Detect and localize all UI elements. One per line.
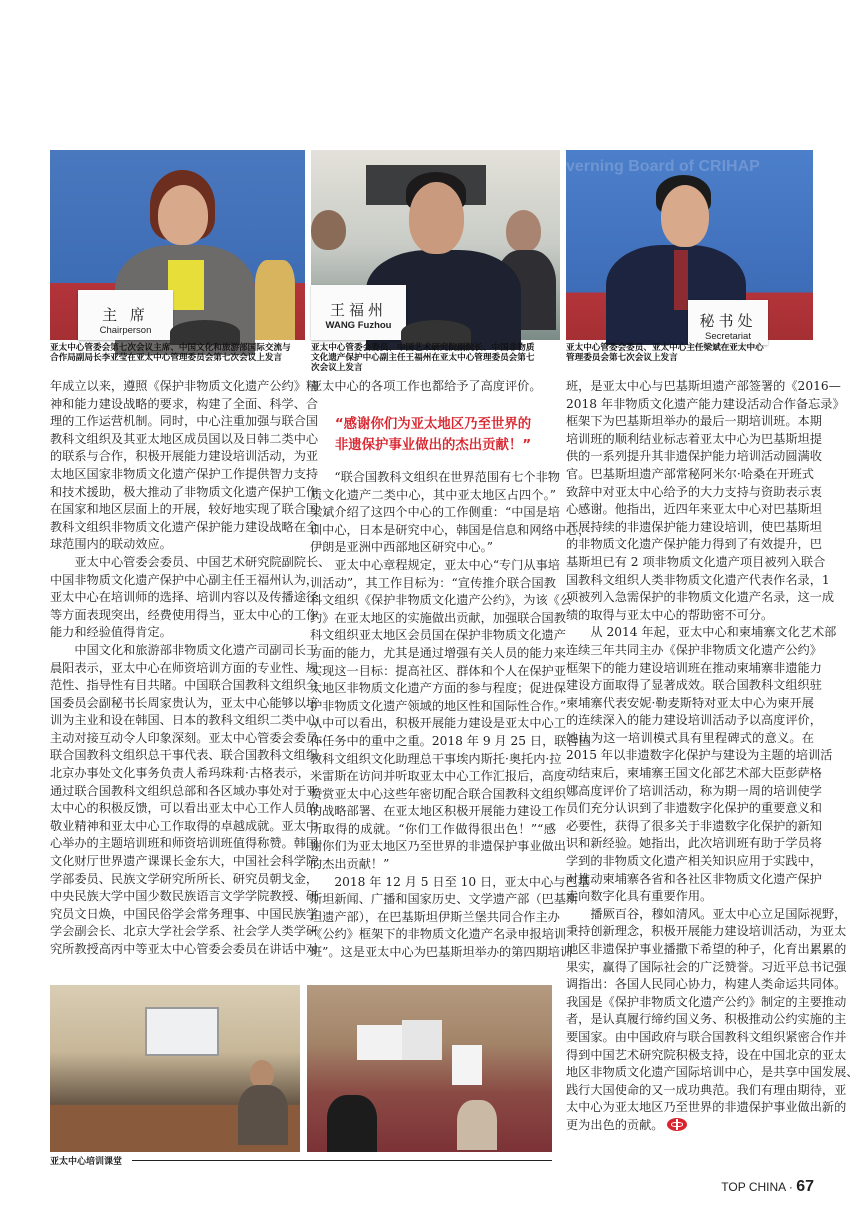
text-line-content: 究所教授高丙中等亚太中心管委会委员在讲话中对 xyxy=(50,942,319,956)
text-column-2-top xyxy=(310,378,556,396)
text-line xyxy=(310,378,556,396)
text-line-content: 米雷斯在访问并听取亚太中心工作汇报后，高度 xyxy=(310,769,566,784)
text-line-content: 和技术援助，极大推动了非物质文化遗产保护工作 xyxy=(50,484,319,499)
text-column-2 xyxy=(310,469,591,962)
text-line-content: 训中心，日本是研究中心，韩国是信息和网络中心， xyxy=(310,522,591,537)
text-line xyxy=(50,660,319,678)
text-line xyxy=(310,909,560,927)
text-line xyxy=(566,730,814,748)
text-line xyxy=(566,835,822,853)
text-line-content: 果实，赢得了国际社会的广泛赞誉。习近平总书记强 xyxy=(566,959,847,974)
text-line xyxy=(566,466,814,484)
text-line-content: “《公约》框架下的非物质文化遗产名录申报培训 xyxy=(310,927,567,942)
text-line-content: 究员文日焕，中国民俗学会常务理事、中国民族学 xyxy=(50,906,319,921)
text-line-content: 教科文组织非物质文化遗产保护能力建设战略在全 xyxy=(50,519,319,534)
text-line-content: “联合国教科文组织在世界范围有七个非物 xyxy=(334,470,560,484)
text-line xyxy=(566,1082,847,1100)
photo-training-classroom-1 xyxy=(50,985,300,1152)
text-line xyxy=(50,835,319,853)
text-line-content: 联合国教科文组织总干事代表、联合国教科文组织 xyxy=(50,748,319,763)
page-number: 67 xyxy=(796,1178,814,1195)
text-line-content: 北京办事处文化事务负责人希玛珠莉·古格表示， xyxy=(50,766,310,781)
text-line xyxy=(566,607,814,625)
text-line-content: 的杰出贡献！” xyxy=(310,857,390,872)
text-line-content: 护非物质文化遗产领域的地区性和国际性合作。” xyxy=(310,698,567,713)
text-line xyxy=(566,747,833,765)
text-line-content: 科文组织《保护非物质文化遗产公约》，为该《公 xyxy=(310,593,573,608)
text-line-content: 2018 年非物质文化遗产能力建设活动合作备忘录》 xyxy=(566,396,845,411)
text-line xyxy=(50,765,310,783)
text-line-content: 者，是认真履行缔约国义务、积极推动公约实施的主 xyxy=(566,1012,847,1027)
text-line xyxy=(566,871,822,889)
text-line xyxy=(310,856,556,874)
text-line xyxy=(50,800,319,818)
text-line-content: 约》在亚太地区的实施做出贡献，加强联合国教 xyxy=(310,610,566,625)
text-line-content: 娜高度评价了培训活动，称为期一周的培训使学 xyxy=(566,783,822,798)
photo-training-classroom-2 xyxy=(307,985,552,1152)
paragraph xyxy=(566,378,845,624)
text-line-content: 践行大国使命的又一成功典范。我们有理由期待，亚 xyxy=(566,1082,847,1097)
text-line xyxy=(310,487,556,505)
caption-chairperson xyxy=(50,343,308,363)
text-line xyxy=(566,765,822,783)
text-line-content: 更为出色的贡献。 xyxy=(566,1117,664,1132)
text-line-content: 动结束后，柬埔寨王国文化部艺术部大臣彭萨格 xyxy=(566,766,822,781)
text-line-content: 作任务中的重中之重。2018 年 9 月 25 日，联合国 xyxy=(310,733,591,748)
text-line xyxy=(566,818,822,836)
text-line xyxy=(566,1099,847,1117)
text-line-content: 太中心的积极反馈，可以看出亚太中心工作人员的 xyxy=(50,801,319,816)
text-line-content: 在国家和地区层面上的开展，较好地实现了联合国 xyxy=(50,502,319,517)
paragraph xyxy=(310,557,591,874)
caption-wang-fuzhou xyxy=(311,343,561,373)
text-line-content: 通过联合国教科文组织总部和各区域办事处对于亚 xyxy=(50,783,319,798)
text-line xyxy=(50,466,319,484)
text-line xyxy=(566,1011,847,1029)
text-line-content: 实现这一目标：提高社区、群体和个人在保护亚 xyxy=(310,663,566,678)
text-line xyxy=(310,504,560,522)
text-line xyxy=(566,906,847,924)
text-line xyxy=(50,888,319,906)
text-line-content: 年成立以来，遵照《保护非物质文化遗产公约》精 xyxy=(50,379,319,393)
text-line xyxy=(310,522,591,540)
end-mark-logo-icon xyxy=(667,1118,687,1131)
text-line-content: 框架下为巴基斯坦举办的最后一期培训班。本期 xyxy=(566,414,822,429)
text-line-content: 质文化遗产二类中心，其中亚太地区占四个。” xyxy=(310,487,556,502)
text-line xyxy=(310,751,562,769)
text-line-content: 亚太中心在培训师的选择、培训内容以及传播途径 xyxy=(50,590,319,605)
text-line-content: 学到的非物质文化遗产相关知识应用于实践中， xyxy=(566,854,822,869)
text-line xyxy=(566,783,822,801)
text-line-content: 范性、指导性有目共睹。中国联合国教科文组织全 xyxy=(50,678,319,693)
text-line-content: 晨阳表示，亚太中心在师资培训方面的专业性、规 xyxy=(50,660,319,675)
plate-english: Chairperson xyxy=(99,325,152,336)
photo-wang-fuzhou xyxy=(311,150,560,340)
text-line xyxy=(566,888,814,906)
text-line xyxy=(310,874,590,892)
text-line xyxy=(50,712,319,730)
text-line-content: 太地区国家非物质文化遗产保护工作提供智力支持 xyxy=(50,466,319,481)
photo-secretariat xyxy=(566,150,813,340)
text-line-content: 训活动”，其工作目标为：“宣传推介联合国教 xyxy=(310,575,556,590)
banner-text: verning Board of CRIHAP xyxy=(566,158,760,175)
name-plate xyxy=(688,300,768,345)
text-line-content: 地区非物质文化遗产国际培训中心，是共享中国发展、 xyxy=(566,1065,859,1080)
text-line-content: 2015 年以非遗数字化保护与建设为主题的培训活 xyxy=(566,748,833,763)
text-line-content: 秉持创新理念，积极开展能力建设培训活动，为亚太 xyxy=(566,924,847,939)
name-plate xyxy=(78,290,173,340)
text-line xyxy=(310,698,567,716)
text-line-content: 框架下的能力建设培训班在推动柬埔寨非遗能力 xyxy=(566,660,822,675)
text-line-content: 梁斌介绍了这四个中心的工作侧重：“中国是培 xyxy=(310,505,560,520)
caption-line: 亚太中心管委会委员、亚太中心主任梁斌在亚太中心 xyxy=(566,343,764,353)
text-line-content: 中国文化和旅游部非物质文化遗产司副司长王 xyxy=(74,642,319,657)
text-line-content: 学部委员、民族文学研究所所长、研究员朝戈金， xyxy=(50,871,319,886)
text-line-content: 绩的取得与亚太中心的帮助密不可分。 xyxy=(566,607,774,622)
text-line-content: 识和新经验。她指出，此次培训班有助于学员将 xyxy=(566,836,822,851)
text-line-content: 走向数字化具有重要作用。 xyxy=(566,889,713,904)
text-line xyxy=(50,413,319,431)
magazine-name: TOP CHINA · xyxy=(721,1180,793,1194)
name-plate xyxy=(311,285,406,340)
text-line-content: 官。巴基斯坦遗产部常秘阿米尔·哈桑在开班式 xyxy=(566,466,814,481)
text-line xyxy=(50,554,331,572)
text-line-content: 项被列入急需保护的非物质文化遗产名录，这一成 xyxy=(566,590,835,605)
text-line-content: 球范围内的联动效应。 xyxy=(50,537,172,552)
text-line xyxy=(566,976,847,994)
paragraph xyxy=(310,469,591,557)
text-line-content: 从中可以看出，积极开展能力建设是亚太中心工 xyxy=(310,716,566,731)
paragraph xyxy=(50,642,331,959)
text-line-content: 亚太中心的各项工作也都给予了高度评价。 xyxy=(310,379,542,393)
plate-chinese: 秘书处 xyxy=(699,312,757,330)
plate-chinese: 主 席 xyxy=(102,306,149,324)
text-line xyxy=(310,663,566,681)
text-line xyxy=(310,838,566,856)
text-line xyxy=(50,906,319,924)
text-line xyxy=(566,800,822,818)
text-line-content: 供的一系列提升其非遗保护能力培训活动圆满收 xyxy=(566,449,822,464)
text-line-content: 谢你们为亚太地区乃至世界的非遗保护事业做出 xyxy=(310,839,566,854)
text-line-content: 柬埔寨代表安妮·勒麦斯特对亚太中心为柬开展 xyxy=(566,695,814,710)
text-line xyxy=(310,539,556,557)
text-line xyxy=(50,853,319,871)
text-line-content: 等方面表现突出，经费使用得当，亚太中心的工作 xyxy=(50,607,319,622)
pull-quote-line: “感谢你们为亚太地区乃至世界的 xyxy=(334,417,532,432)
text-line-content: 文化财厅世界遗产课课长金东大，中国社会科学院 xyxy=(50,854,319,869)
text-line xyxy=(566,677,822,695)
text-line xyxy=(50,871,319,889)
caption-line: 亚太中心管委会第七次会议主席、中国文化和旅游部国际交流与 xyxy=(50,343,291,353)
text-line-content: 方面的能力，尤其是通过增强有关人员的能力来 xyxy=(310,645,566,660)
text-line xyxy=(310,610,566,628)
paragraph xyxy=(310,378,556,396)
text-line-content: 中国非物质文化遗产保护中心副主任王福州认为， xyxy=(50,572,319,587)
caption-line: 管理委员会第七次会议上发言 xyxy=(566,353,678,363)
plate-english: Secretariat xyxy=(705,331,751,342)
text-line-content: 科文组织亚太地区会员国在保护非物质文化遗产 xyxy=(310,628,566,643)
photo-chairperson xyxy=(50,150,305,340)
paragraph xyxy=(50,554,331,642)
text-line xyxy=(310,944,573,962)
text-line xyxy=(50,818,319,836)
caption-secretariat xyxy=(566,343,816,363)
text-line-content: 亚太中心管委会委员、中国艺术研究院副院长、 xyxy=(74,554,331,569)
text-line xyxy=(310,680,566,698)
text-line xyxy=(50,607,319,625)
text-line xyxy=(310,768,566,786)
text-line-content: 国委员会副秘书长周家贵认为，亚太中心能够以培 xyxy=(50,695,319,710)
text-line xyxy=(50,572,319,590)
text-line xyxy=(50,642,319,660)
text-line xyxy=(50,677,319,695)
text-line xyxy=(566,923,847,941)
text-line xyxy=(50,536,302,554)
text-line xyxy=(566,589,835,607)
text-column-1 xyxy=(50,378,331,959)
text-line-content: 开展持续的非遗保护能力建设培训，使巴基斯坦 xyxy=(566,519,822,534)
text-line-content: 理的工作运营机制。同时，中心注重加强与联合国 xyxy=(50,414,319,429)
page-footer xyxy=(721,1178,814,1196)
text-line xyxy=(566,572,830,590)
text-line xyxy=(566,994,847,1012)
text-line xyxy=(566,1117,814,1135)
text-line xyxy=(566,501,822,519)
text-line-content: 班”。这是亚太中心为巴基斯坦举办的第四期培训 xyxy=(310,945,573,960)
text-line xyxy=(50,589,319,607)
text-line-content: 致辞中对亚太中心给予的大力支持与资助表示衷 xyxy=(566,484,822,499)
paragraph xyxy=(566,906,859,1135)
text-column-3 xyxy=(566,378,859,1135)
text-line xyxy=(566,519,822,537)
text-line xyxy=(310,592,573,610)
text-line xyxy=(566,642,822,660)
text-line xyxy=(566,554,826,572)
text-line-content: 教科文组织文化助理总干事埃内斯托·奥托内·拉 xyxy=(310,751,562,766)
text-line-content: 太中心为亚太地区乃至世界的非遗保护事业做出新的 xyxy=(566,1100,847,1115)
text-line xyxy=(566,413,822,431)
text-line-content: 班，是亚太中心与巴基斯坦遗产部签署的《2016— xyxy=(566,379,841,393)
text-line xyxy=(566,431,822,449)
text-line-content: 敬业精神和亚太中心工作取得的卓越成就。亚太中 xyxy=(50,818,319,833)
text-line xyxy=(50,378,319,396)
text-line xyxy=(310,645,566,663)
text-line xyxy=(50,448,319,466)
text-line-content: 能力和经验值得肯定。 xyxy=(50,625,172,640)
text-line-content: 训为主业和设在韩国、日本的教科文组织二类中心 xyxy=(50,713,319,728)
text-line xyxy=(566,1029,847,1047)
text-line xyxy=(50,396,319,414)
text-line xyxy=(50,501,319,519)
text-line-content: 斯坦新闻、广播和国家历史、文学遗产部（巴基斯 xyxy=(310,892,579,907)
text-line-content: 2018 年 12 月 5 日至 10 日，亚太中心与巴基 xyxy=(334,874,590,889)
text-line-content: 国教科文组织人类非物质文化遗产代表作名录，1 xyxy=(566,572,830,587)
text-line xyxy=(310,786,566,804)
text-line xyxy=(566,536,822,554)
text-line-content: 她认为这一培训模式具有里程碑式的意义。在 xyxy=(566,730,814,745)
text-line-content: 连续三年共同主办《保护非物质文化遗产公约》 xyxy=(566,642,822,657)
text-line xyxy=(50,923,319,941)
text-line xyxy=(566,695,814,713)
text-line-content: 亚太中心章程规定，亚太中心“专门从事培 xyxy=(334,557,560,572)
text-line-content: 心感谢。他指出，近四年来亚太中心对巴基斯坦 xyxy=(566,502,822,517)
text-line xyxy=(50,941,319,959)
text-line-content: 建设方面取得了显著成效。联合国教科文组织驻 xyxy=(566,678,822,693)
text-line xyxy=(566,660,822,678)
text-line xyxy=(566,941,847,959)
text-line xyxy=(310,821,556,839)
paragraph xyxy=(310,874,590,962)
pull-quote xyxy=(310,414,556,456)
text-line-content: 学会副会长、北京大学社会学系、社会学人类学研 xyxy=(50,924,319,939)
caption-line: 次会议上发言 xyxy=(311,363,363,373)
plate-chinese: 王福州 xyxy=(329,301,387,319)
text-line xyxy=(50,484,319,502)
text-line-content: 必要性，获得了很多关于非遗数字化保护的新知 xyxy=(566,818,822,833)
text-line-content: 心举办的主题培训班和师资培训班值得称赞。韩国 xyxy=(50,836,319,851)
text-line-content: 员们充分认识到了非遗数字化保护的重要意义和 xyxy=(566,801,822,816)
text-line xyxy=(310,715,566,733)
paragraph xyxy=(566,624,837,906)
text-line xyxy=(310,733,591,751)
caption-line: 合作局副局长李亚莹在亚太中心管理委员会第七次会议上发言 xyxy=(50,353,283,363)
text-line xyxy=(310,469,560,487)
text-line xyxy=(50,519,319,537)
text-line-content: 要国家。由中国政府与联合国教科文组织紧密合作并 xyxy=(566,1029,847,1044)
text-line xyxy=(310,575,556,593)
text-line-content: 的连续深入的能力建设培训活动予以高度评价， xyxy=(566,713,822,728)
text-line xyxy=(310,891,579,909)
text-line xyxy=(566,853,822,871)
text-line xyxy=(50,624,302,642)
text-line-content: 得到中国艺术研究院积极支持，设在中国北京的亚太 xyxy=(566,1047,847,1062)
caption-line: 文化遗产保护中心副主任王福州在亚太中心管理委员会第七 xyxy=(311,353,535,363)
text-line xyxy=(566,396,845,414)
text-line xyxy=(566,378,841,396)
plate-english: WANG Fuzhou xyxy=(325,320,392,331)
text-line xyxy=(566,959,847,977)
bottom-photo-caption: 亚太中心培训课堂 xyxy=(50,1157,123,1167)
text-line-content: 我国是《保护非物质文化遗产公约》制定的主要推动 xyxy=(566,994,847,1009)
text-line xyxy=(310,926,567,944)
text-line-content: 基斯坦已有 2 项非物质文化遗产项目被列入联合 xyxy=(566,554,826,569)
text-line xyxy=(566,624,837,642)
text-line xyxy=(50,431,319,449)
text-line xyxy=(310,803,566,821)
text-line-content: 的非物质文化遗产保护能力得到了有效提升，巴 xyxy=(566,537,822,552)
text-line xyxy=(310,557,560,575)
text-line-content: 的联系与合作，积极开展能力建设培训活动，为亚 xyxy=(50,449,319,464)
text-line-content: 中央民族大学中国少数民族语言文学学院教授、研 xyxy=(50,889,319,904)
text-line-content: 的战略部署、在亚太地区积极开展能力建设工作 xyxy=(310,804,566,819)
text-line-content: 调指出：各国人民同心协力，构建人类命运共同体。 xyxy=(566,977,847,992)
text-line xyxy=(50,730,331,748)
text-line-content: 所取得的成就。“你们工作做得很出色！”“感 xyxy=(310,821,556,836)
text-line xyxy=(50,695,319,713)
text-line xyxy=(50,747,319,765)
text-line-content: 坦遗产部），在巴基斯坦伊斯兰堡共同合作主办 xyxy=(310,909,560,924)
text-line xyxy=(566,1047,847,1065)
text-line-content: 赞赏亚太中心这些年密切配合联合国教科文组织 xyxy=(310,786,566,801)
text-line xyxy=(310,627,566,645)
text-line-content: 伊朗是亚洲中西部地区研究中心。” xyxy=(310,540,493,555)
caption-rule xyxy=(132,1160,552,1161)
text-line-content: 对推动柬埔寨各省和各社区非物质文化遗产保护 xyxy=(566,871,822,886)
text-line-content: 地区非遗保护事业播撒下希望的种子，化育出累累的 xyxy=(566,942,847,956)
caption-line: 亚太中心管委会委员、中国艺术研究院副院长、中国非物质 xyxy=(311,343,535,353)
text-line xyxy=(566,1064,859,1082)
paragraph xyxy=(50,378,319,554)
pull-quote-line: 非遗保护事业做出的杰出贡献！” xyxy=(334,438,532,453)
text-line xyxy=(566,448,822,466)
text-line-content: 教科文组织及其亚太地区成员国以及日韩二类中心 xyxy=(50,431,319,446)
text-line-content: 太地区非物质文化遗产方面的参与程度；促进保 xyxy=(310,681,566,696)
text-line xyxy=(566,712,822,730)
text-line xyxy=(50,783,319,801)
text-line xyxy=(566,484,822,502)
text-line-content: 主动对接互动令人印象深刻。亚太中心管委会委员、 xyxy=(50,730,331,745)
text-line-content: 播厥百谷，穆如清风。亚太中心立足国际视野， xyxy=(590,906,847,921)
text-line-content: 培训班的顺利结业标志着亚太中心为巴基斯坦提 xyxy=(566,431,822,446)
text-line-content: 神和能力建设战略的要求，构建了全面、科学、合 xyxy=(50,396,319,411)
text-line-content: 从 2014 年起，亚太中心和柬埔寨文化艺术部 xyxy=(590,625,837,640)
